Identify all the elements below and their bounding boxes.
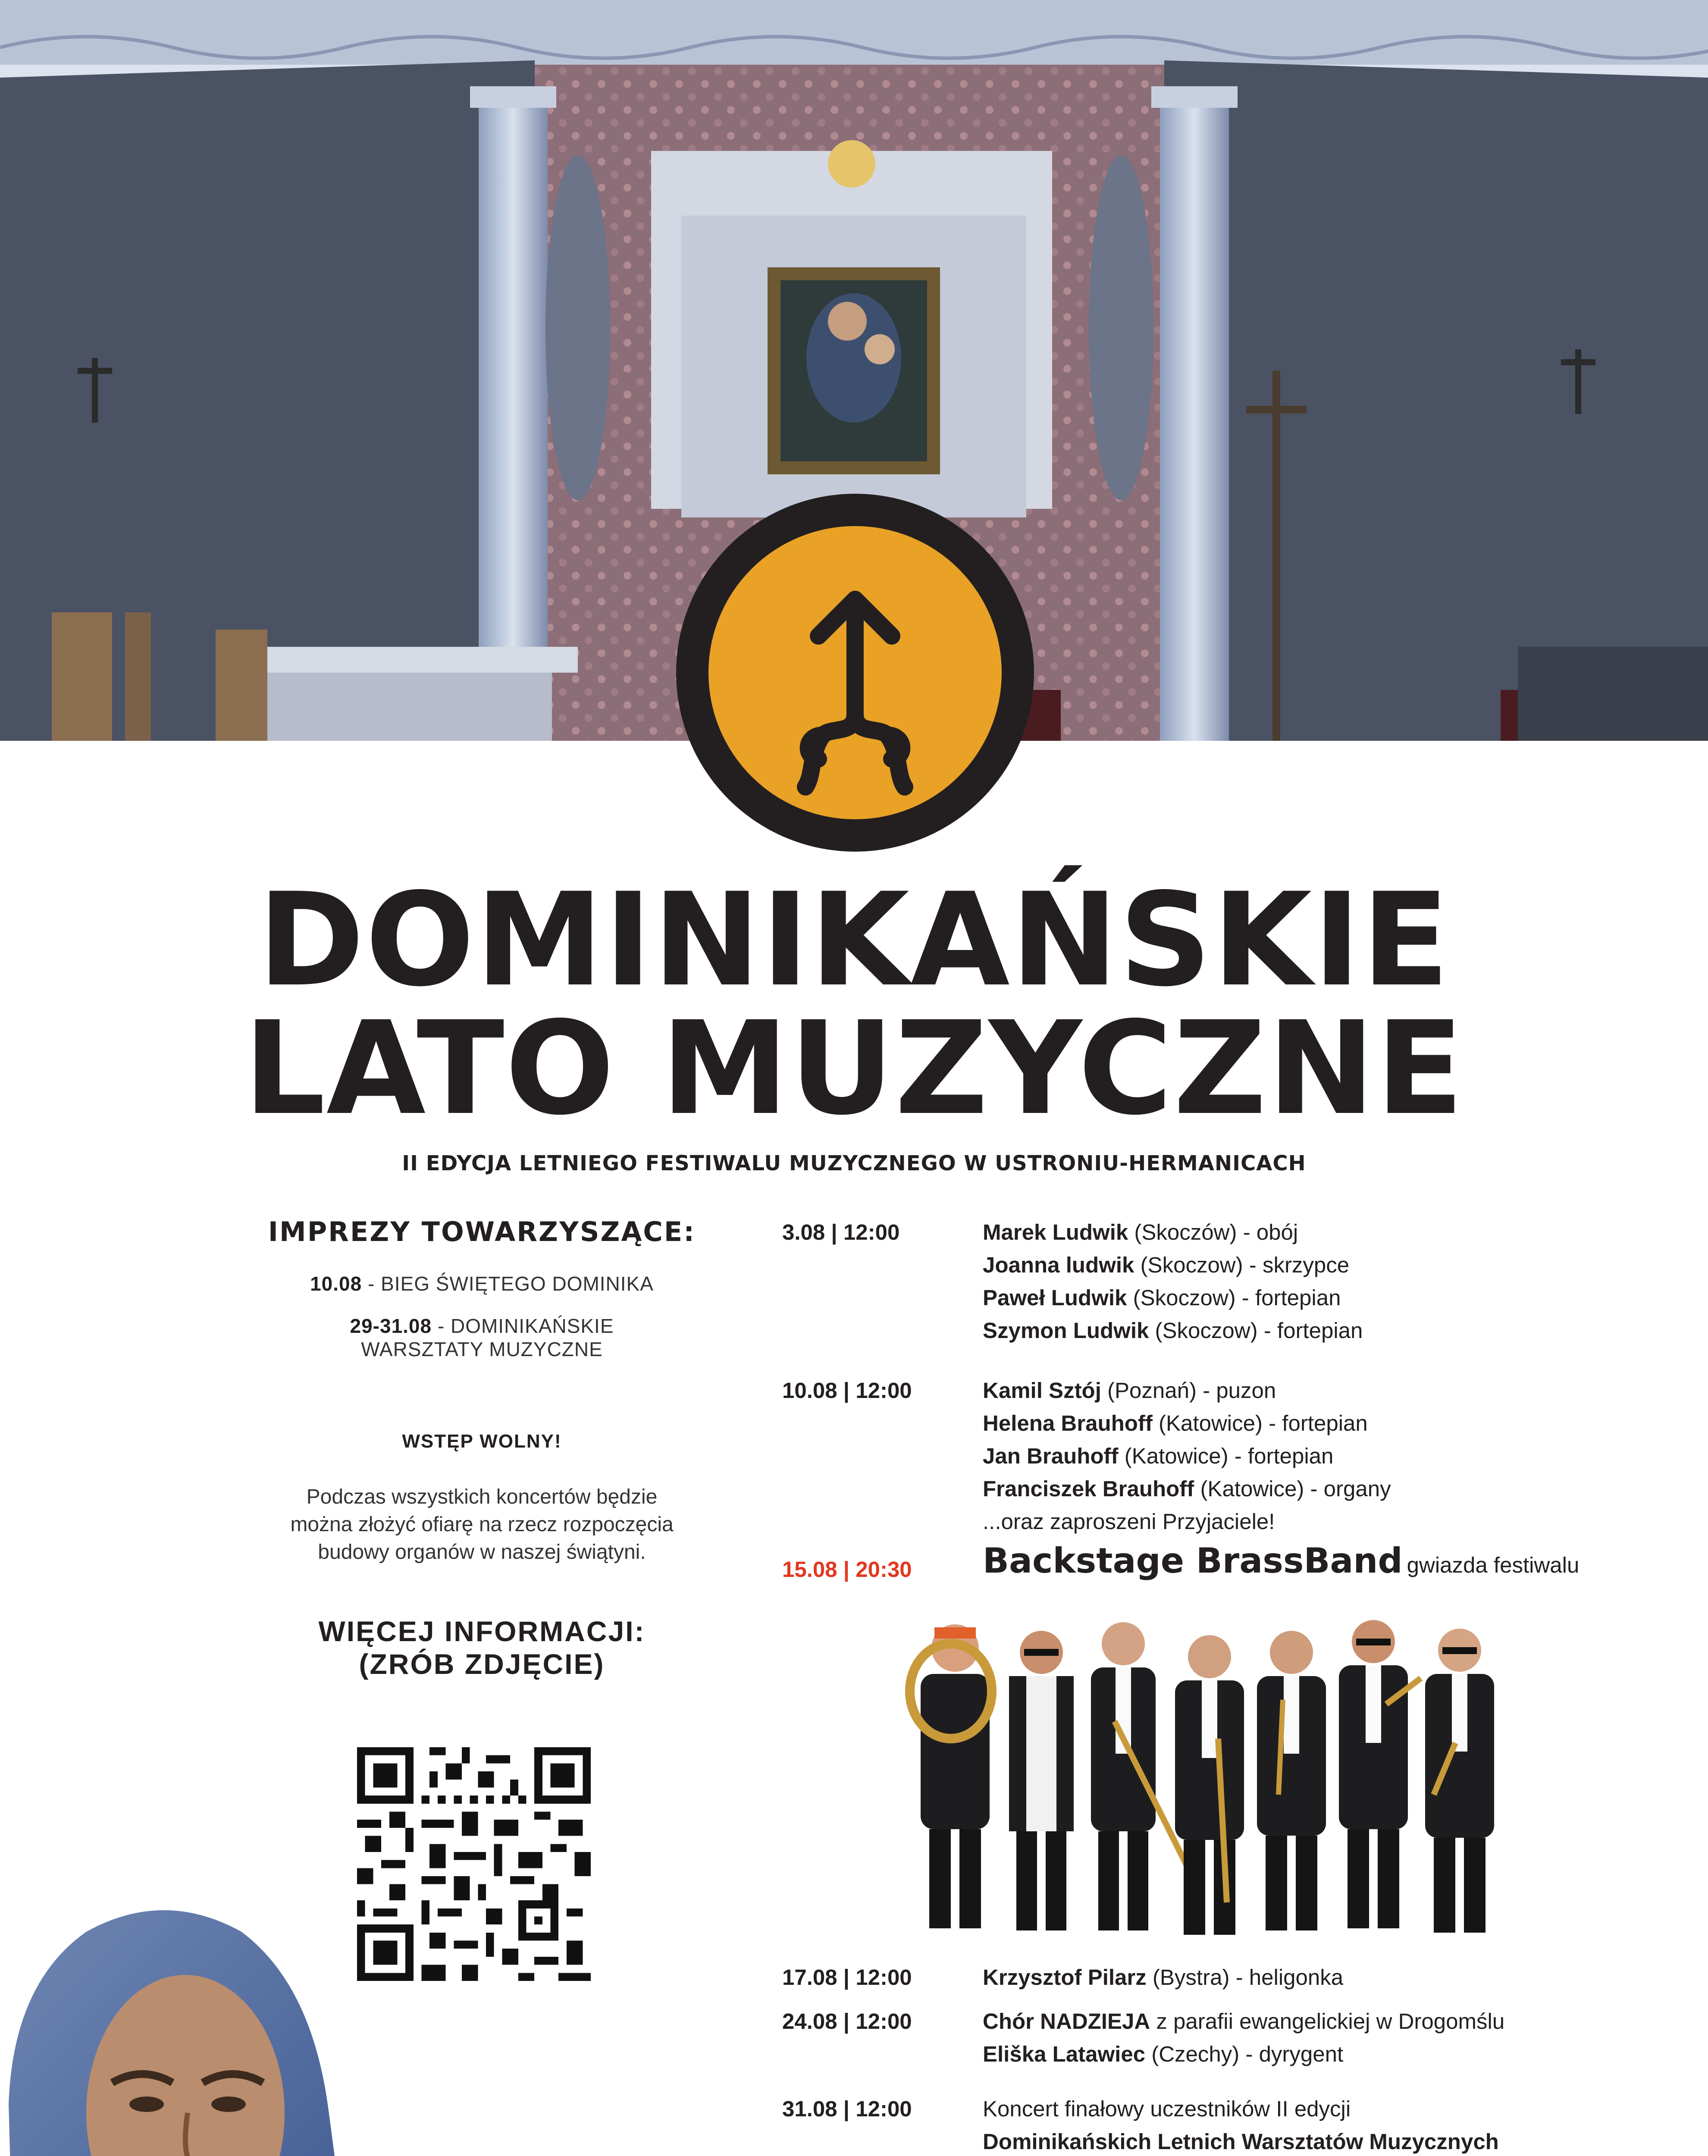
schedule-date-4: 17.08 | 12:00 — [782, 1965, 912, 1990]
performer-name: Chór NADZIEJA — [983, 2009, 1150, 2034]
donation-line-1: Podczas wszystkich koncertów będzie — [306, 1485, 658, 1508]
performer — [983, 1473, 1391, 1505]
performer-detail: (Skoczow) - skrzypce — [1134, 1253, 1350, 1277]
title-line-1: DOMINIKAŃSKIE — [257, 865, 1451, 1015]
performer — [983, 1961, 1343, 1994]
performer — [983, 1374, 1391, 1407]
performer — [983, 1249, 1363, 1282]
performer — [983, 2125, 1499, 2156]
performer-detail: Koncert finałowy uczestników II edycji — [983, 2096, 1351, 2121]
donation-line-2: można złożyć ofiarę na rzecz rozpoczęcia — [290, 1513, 674, 1536]
festival-trident-icon — [676, 494, 1034, 852]
headliner-name: Backstage BrassBand — [983, 1541, 1403, 1581]
more-info-line-2: (ZRÓB ZDJĘCIE) — [359, 1648, 605, 1680]
performer-detail: z parafii ewangelickiej w Drogomślu — [1150, 2009, 1505, 2034]
madonna-painting — [0, 1802, 496, 2156]
performer-name: Krzysztof Pilarz — [983, 1965, 1147, 1990]
performer-name: Szymon Ludwik — [983, 1318, 1149, 1343]
side-event-1-text: - BIEG ŚWIĘTEGO DOMINIKA — [362, 1272, 654, 1295]
performer-detail: (Skoczow) - fortepian — [1127, 1285, 1341, 1310]
performer-detail: (Katowice) - organy — [1194, 1476, 1391, 1501]
performer — [983, 1216, 1363, 1249]
schedule-date-5: 24.08 | 12:00 — [782, 2009, 912, 2034]
performer-detail: ...oraz zaproszeni Przyjaciele! — [983, 1509, 1275, 1534]
headliner-tag: gwiazda festiwalu — [1407, 1553, 1580, 1577]
schedule-date-2: 10.08 | 12:00 — [782, 1378, 912, 1403]
performer — [983, 1440, 1391, 1473]
performer-name: Kamil Sztój — [983, 1378, 1101, 1403]
side-event-1-date: 10.08 — [310, 1272, 362, 1295]
side-event-2-date: 29-31.08 — [350, 1315, 432, 1337]
performer-name: Franciszek Brauhoff — [983, 1476, 1194, 1501]
performer-detail: (Poznań) - puzon — [1101, 1378, 1276, 1403]
schedule-date-3: 15.08 | 20:30 — [782, 1557, 912, 1582]
performer-name: Marek Ludwik — [983, 1220, 1128, 1244]
performer-detail: (Bystra) - heligonka — [1146, 1965, 1344, 1990]
festival-logo — [676, 494, 1034, 852]
side-events-heading: IMPREZY TOWARZYSZĄCE: — [268, 1216, 696, 1247]
performer — [983, 1407, 1391, 1440]
performer-name: Eliška Latawiec — [983, 2042, 1146, 2066]
side-event-2-text: - DOMINIKAŃSKIE — [432, 1315, 614, 1337]
side-event-2 — [224, 1314, 740, 1361]
performer-name: Jan Brauhoff — [983, 1444, 1119, 1468]
schedule-date-1: 3.08 | 12:00 — [782, 1220, 900, 1244]
performer — [983, 2038, 1504, 2071]
performer-detail: (Skoczow) - fortepian — [1149, 1318, 1363, 1343]
performer — [983, 2093, 1499, 2125]
performer-detail: (Katowice) - fortepian — [1152, 1411, 1368, 1435]
side-event-2-text-line2: WARSZTATY MUZYCZNE — [361, 1338, 603, 1360]
performer — [983, 1282, 1363, 1314]
donation-line-3: budowy organów w naszej świątyni. — [318, 1541, 646, 1564]
performer-detail: (Skoczów) - obój — [1128, 1220, 1298, 1244]
performer — [983, 2005, 1504, 2038]
more-info-heading — [224, 1615, 740, 1680]
brass-band-photo — [899, 1605, 1546, 1941]
title-line-2: LATO MUZYCZNE — [243, 994, 1465, 1144]
performer-detail: (Czechy) - dyrygent — [1145, 2042, 1344, 2066]
performer-name: Dominikańskich Letnich Warsztatów Muzycznych — [983, 2129, 1499, 2154]
performer-name: Joanna ludwik — [983, 1253, 1134, 1277]
schedule-date-6: 31.08 | 12:00 — [782, 2096, 912, 2121]
side-event-1 — [224, 1272, 740, 1295]
more-info-line-1: WIĘCEJ INFORMACJI: — [318, 1615, 646, 1647]
free-entry-notice: WSTĘP WOLNY! — [402, 1431, 562, 1452]
performer — [983, 1505, 1391, 1538]
donation-note — [224, 1483, 740, 1566]
performer-name: Paweł Ludwik — [983, 1285, 1127, 1310]
performer — [983, 1314, 1363, 1347]
performer-detail: (Katowice) - fortepian — [1118, 1444, 1334, 1468]
subtitle: II EDYCJA LETNIEGO FESTIWALU MUZYCZNEGO W USTRONIU-HERMANICACH — [402, 1151, 1306, 1175]
performer-name: Helena Brauhoff — [983, 1411, 1153, 1435]
